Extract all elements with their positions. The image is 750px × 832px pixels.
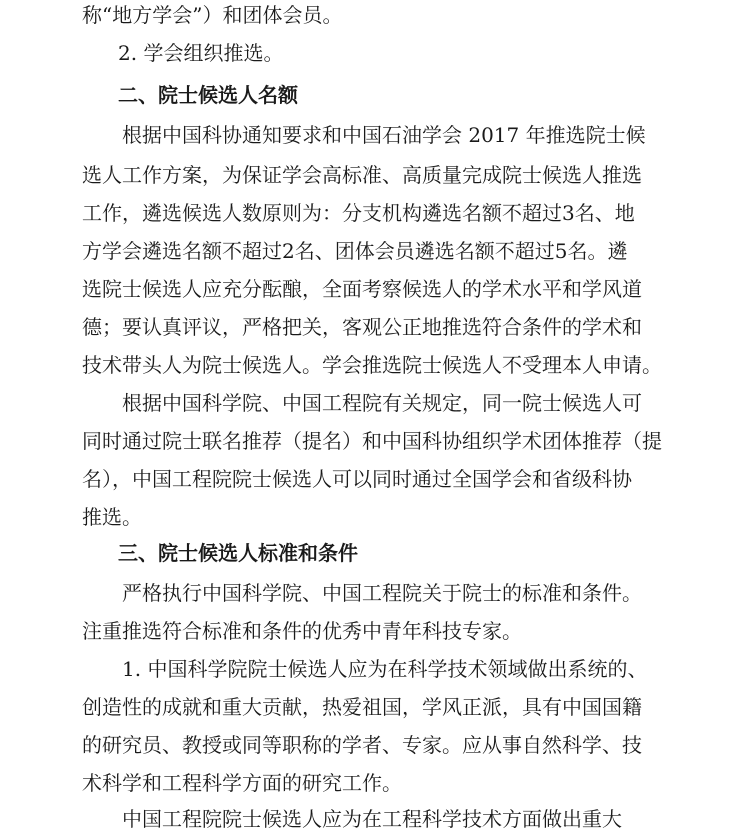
text-line: 推选。	[82, 505, 142, 529]
text-line: 同时通过院士联名推荐（提名）和中国科协组织学术团体推荐（提	[82, 429, 662, 453]
text-line: 称“地方学会”）和团体会员。	[82, 3, 343, 27]
text-line: 2. 学会组织推选。	[118, 41, 284, 65]
text-line: 德；要认真评议，严格把关，客观公正地推选符合条件的学术和	[82, 315, 642, 339]
text-line: 创造性的成就和重大贡献，热爱祖国，学风正派，具有中国国籍	[82, 695, 642, 719]
text-line: 注重推选符合标准和条件的优秀中青年科技专家。	[82, 619, 522, 643]
text-line: 严格执行中国科学院、中国工程院关于院士的标准和条件。	[122, 581, 642, 605]
text-line: 根据中国科学院、中国工程院有关规定，同一院士候选人可	[122, 391, 642, 415]
text-line: 技术带头人为院士候选人。学会推选院士候选人不受理本人申请。	[82, 353, 662, 377]
text-line: 选人工作方案，为保证学会高标准、高质量完成院士候选人推选	[82, 163, 642, 187]
text-line: 方学会遴选名额不超过2名、团体会员遴选名额不超过5名。遴	[82, 239, 628, 263]
text-line: 中国工程院院士候选人应为在工程科学技术方面做出重大	[122, 807, 622, 831]
text-line: 工作，遴选候选人数原则为：分支机构遴选名额不超过3名、地	[82, 201, 635, 225]
text-line: 名），中国工程院院士候选人可以同时通过全国学会和省级科协	[82, 467, 632, 491]
text-line: 1. 中国科学院院士候选人应为在科学技术领域做出系统的、	[122, 657, 648, 681]
text-line: 根据中国科协通知要求和中国石油学会 2017 年推选院士候	[122, 123, 646, 147]
section-heading: 三、院士候选人标准和条件	[118, 541, 358, 565]
text-line: 术科学和工程科学方面的研究工作。	[82, 771, 402, 795]
text-line: 选院士候选人应充分酝酿，全面考察候选人的学术水平和学风道	[82, 277, 642, 301]
section-heading: 二、院士候选人名额	[118, 83, 298, 107]
text-line: 的研究员、教授或同等职称的学者、专家。应从事自然科学、技	[82, 733, 642, 757]
